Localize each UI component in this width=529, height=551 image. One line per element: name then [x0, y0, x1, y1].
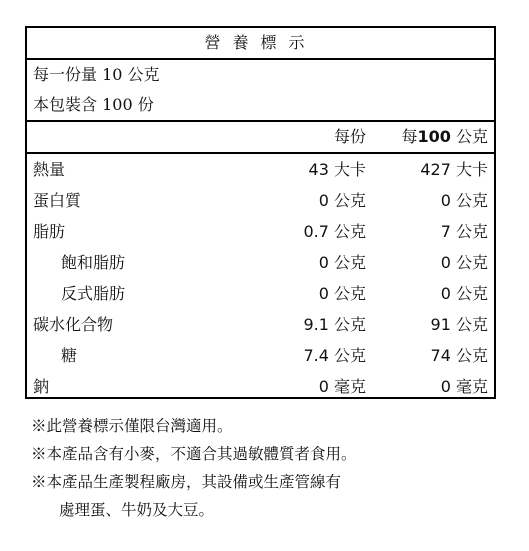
per-100g-unit: 公克	[455, 346, 488, 365]
per-100g-unit: 毫克	[455, 377, 488, 396]
per-100g-unit: 公克	[455, 191, 488, 210]
nutrient-row-trans-fat	[27, 278, 494, 309]
nutrient-name: 碳水化合物	[33, 315, 114, 334]
nutrient-name: 反式脂肪	[61, 284, 126, 303]
per-serving-unit: 公克	[333, 346, 366, 365]
per-serving-value	[319, 278, 366, 309]
per-serving-number: 9.1	[303, 315, 329, 334]
per-100g-value	[441, 216, 488, 247]
note-facility-cont: 處理蛋、牛奶及大豆。	[59, 501, 215, 519]
per-serving-value	[319, 371, 366, 402]
servings-per-package: 本包裝含 100 份	[33, 95, 154, 114]
label-notes	[31, 412, 511, 524]
per-100g-number: 0	[440, 377, 451, 396]
per-100g-number: 0	[440, 253, 451, 272]
per-100g-value	[441, 371, 488, 402]
col-per-100g-unit: 公克	[455, 127, 488, 146]
per-serving-unit: 公克	[333, 222, 366, 241]
nutrient-row-sodium	[27, 371, 494, 402]
per-serving-unit: 大卡	[333, 160, 366, 179]
nutrient-row-energy	[27, 154, 494, 185]
per-serving-unit: 公克	[333, 284, 366, 303]
nutrient-name: 鈉	[33, 377, 50, 396]
serving-size: 每一份量 10 公克	[33, 65, 160, 84]
col-per-serving: 每份	[333, 127, 366, 146]
per-serving-number: 0.7	[303, 222, 329, 241]
per-100g-number: 7	[440, 222, 451, 241]
per-100g-unit: 公克	[455, 315, 488, 334]
per-serving-number: 0	[318, 253, 329, 272]
per-serving-unit: 公克	[333, 315, 366, 334]
per-100g-number: 0	[440, 191, 451, 210]
nutrient-name: 蛋白質	[33, 191, 82, 210]
per-100g-unit: 公克	[455, 222, 488, 241]
nutrient-row-saturated-fat	[27, 247, 494, 278]
note-facility: ※本產品生產製程廠房，其設備或生產管線有	[31, 473, 342, 491]
per-serving-number: 0	[318, 191, 329, 210]
per-serving-unit: 公克	[333, 191, 366, 210]
nutrient-name: 脂肪	[33, 222, 66, 241]
per-100g-value	[441, 247, 488, 278]
label-title: 營養標示	[27, 28, 494, 60]
nutrient-name: 飽和脂肪	[61, 253, 126, 272]
per-100g-unit: 公克	[455, 253, 488, 272]
per-serving-value	[303, 309, 366, 340]
per-serving-number: 0	[318, 377, 329, 396]
note-region: ※此營養標示僅限台灣適用。	[31, 417, 233, 435]
per-serving-value	[309, 154, 366, 185]
per-100g-value	[420, 154, 488, 185]
per-serving-unit: 公克	[333, 253, 366, 272]
per-100g-number: 91	[430, 315, 451, 334]
nutrition-facts-panel	[25, 26, 496, 399]
per-100g-number: 427	[420, 160, 451, 179]
nutrient-row-sugar	[27, 340, 494, 371]
per-100g-value	[441, 278, 488, 309]
per-serving-number: 7.4	[303, 346, 329, 365]
serving-info	[27, 60, 494, 122]
per-serving-value	[319, 185, 366, 216]
per-serving-value	[303, 216, 366, 247]
note-allergen: ※本產品含有小麥，不適合其過敏體質者食用。	[31, 445, 357, 463]
nutrient-name: 糖	[61, 346, 78, 365]
nutrient-row-fat	[27, 216, 494, 247]
nutrient-row-carbohydrate	[27, 309, 494, 340]
per-100g-value	[431, 340, 488, 371]
per-serving-value	[319, 247, 366, 278]
per-100g-number: 74	[430, 346, 451, 365]
per-serving-number: 0	[318, 284, 329, 303]
nutrient-row-protein	[27, 185, 494, 216]
column-header-row	[27, 122, 494, 154]
per-serving-number: 43	[308, 160, 329, 179]
per-100g-number: 0	[440, 284, 451, 303]
col-per-100g-number: 100	[417, 127, 451, 146]
per-serving-unit: 毫克	[333, 377, 366, 396]
nutrient-name: 熱量	[33, 160, 66, 179]
per-100g-unit: 公克	[455, 284, 488, 303]
col-per-100g	[401, 122, 488, 152]
per-100g-value	[431, 309, 488, 340]
per-100g-unit: 大卡	[455, 160, 488, 179]
col-per-100g-prefix: 每	[401, 127, 418, 146]
per-100g-value	[441, 185, 488, 216]
per-serving-value	[303, 340, 366, 371]
